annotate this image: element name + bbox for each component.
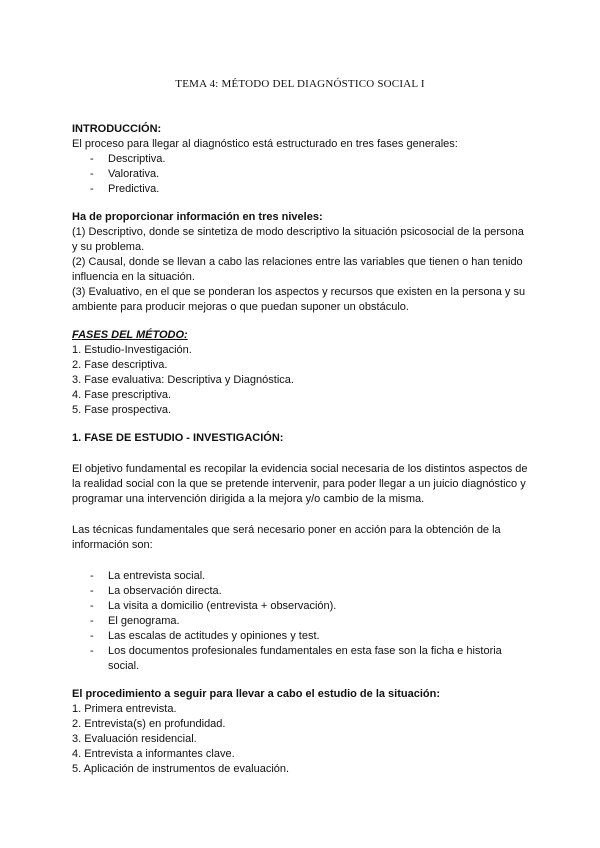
- document-body: [72, 122, 532, 777]
- level-item: (2) Causal, donde se llevan a cabo las relaciones entre las variables que tienen o han tenido influencia en la situación.: [72, 256, 523, 283]
- list-item: 3. Fase evaluativa: Descriptiva y Diagnóstica.: [72, 374, 294, 386]
- list-item: - La visita a domicilio (entrevista + observación).: [72, 599, 532, 614]
- list-item: - Las escalas de actitudes y opiniones y test.: [72, 629, 532, 644]
- list-item: - Predictiva.: [72, 182, 532, 197]
- phase1-paragraph: El objetivo fundamental es recopilar la evidencia social necesaria de los distintos aspectos de la realidad social con la que se pretende intervenir, para poder llegar a un juicio diagnóstico y programar una intervención dirigida a la mejora y/o cambio de la misma.: [72, 463, 528, 505]
- list-item: - La entrevista social.: [72, 569, 532, 584]
- phases-list: [72, 343, 532, 418]
- list-item: - Valorativa.: [72, 167, 532, 182]
- procedure-list: [72, 702, 532, 777]
- list-item: - El genograma.: [72, 614, 532, 629]
- techniques-list: [72, 569, 532, 674]
- list-item: 5. Fase prospectiva.: [72, 404, 172, 416]
- list-item: 3. Evaluación residencial.: [72, 733, 197, 745]
- list-item: 4. Entrevista a informantes clave.: [72, 748, 235, 760]
- intro-heading: INTRODUCCIÓN:: [72, 123, 162, 135]
- phase1-heading: 1. FASE DE ESTUDIO - INVESTIGACIÓN:: [72, 432, 284, 444]
- list-item: 2. Entrevista(s) en profundidad.: [72, 718, 226, 730]
- phase1-paragraph: Las técnicas fundamentales que será necesario poner en acción para la obtención de la información son:: [72, 524, 501, 551]
- list-item: 2. Fase descriptiva.: [72, 359, 168, 371]
- list-item: - Descriptiva.: [72, 152, 532, 167]
- phases-heading: FASES DEL MÉTODO:: [72, 329, 188, 341]
- intro-text: El proceso para llegar al diagnóstico está estructurado en tres fases generales:: [72, 138, 458, 150]
- list-item: - La observación directa.: [72, 584, 532, 599]
- list-item: 4. Fase prescriptiva.: [72, 389, 172, 401]
- level-item: (1) Descriptivo, donde se sintetiza de modo descriptivo la situación psicosocial de la persona y su problema.: [72, 226, 524, 253]
- page-title: TEMA 4: MÉTODO DEL DIAGNÓSTICO SOCIAL I: [175, 78, 425, 90]
- level-item: (3) Evaluativo, en el que se ponderan los aspectos y recursos que existen en la persona y su ambiente para producir mejoras o que puedan suponer un obstáculo.: [72, 286, 526, 313]
- procedure-heading: El procedimiento a seguir para llevar a cabo el estudio de la situación:: [72, 688, 441, 700]
- list-item: 1. Primera entrevista.: [72, 703, 177, 715]
- intro-list: [72, 152, 532, 197]
- list-item: - Los documentos profesionales fundamentales en esta fase son la ficha e historia social.: [72, 644, 532, 674]
- list-item: 1. Estudio-Investigación.: [72, 344, 192, 356]
- levels-heading: Ha de proporcionar información en tres niveles:: [72, 211, 323, 223]
- list-item: 5. Aplicación de instrumentos de evaluación.: [72, 763, 290, 775]
